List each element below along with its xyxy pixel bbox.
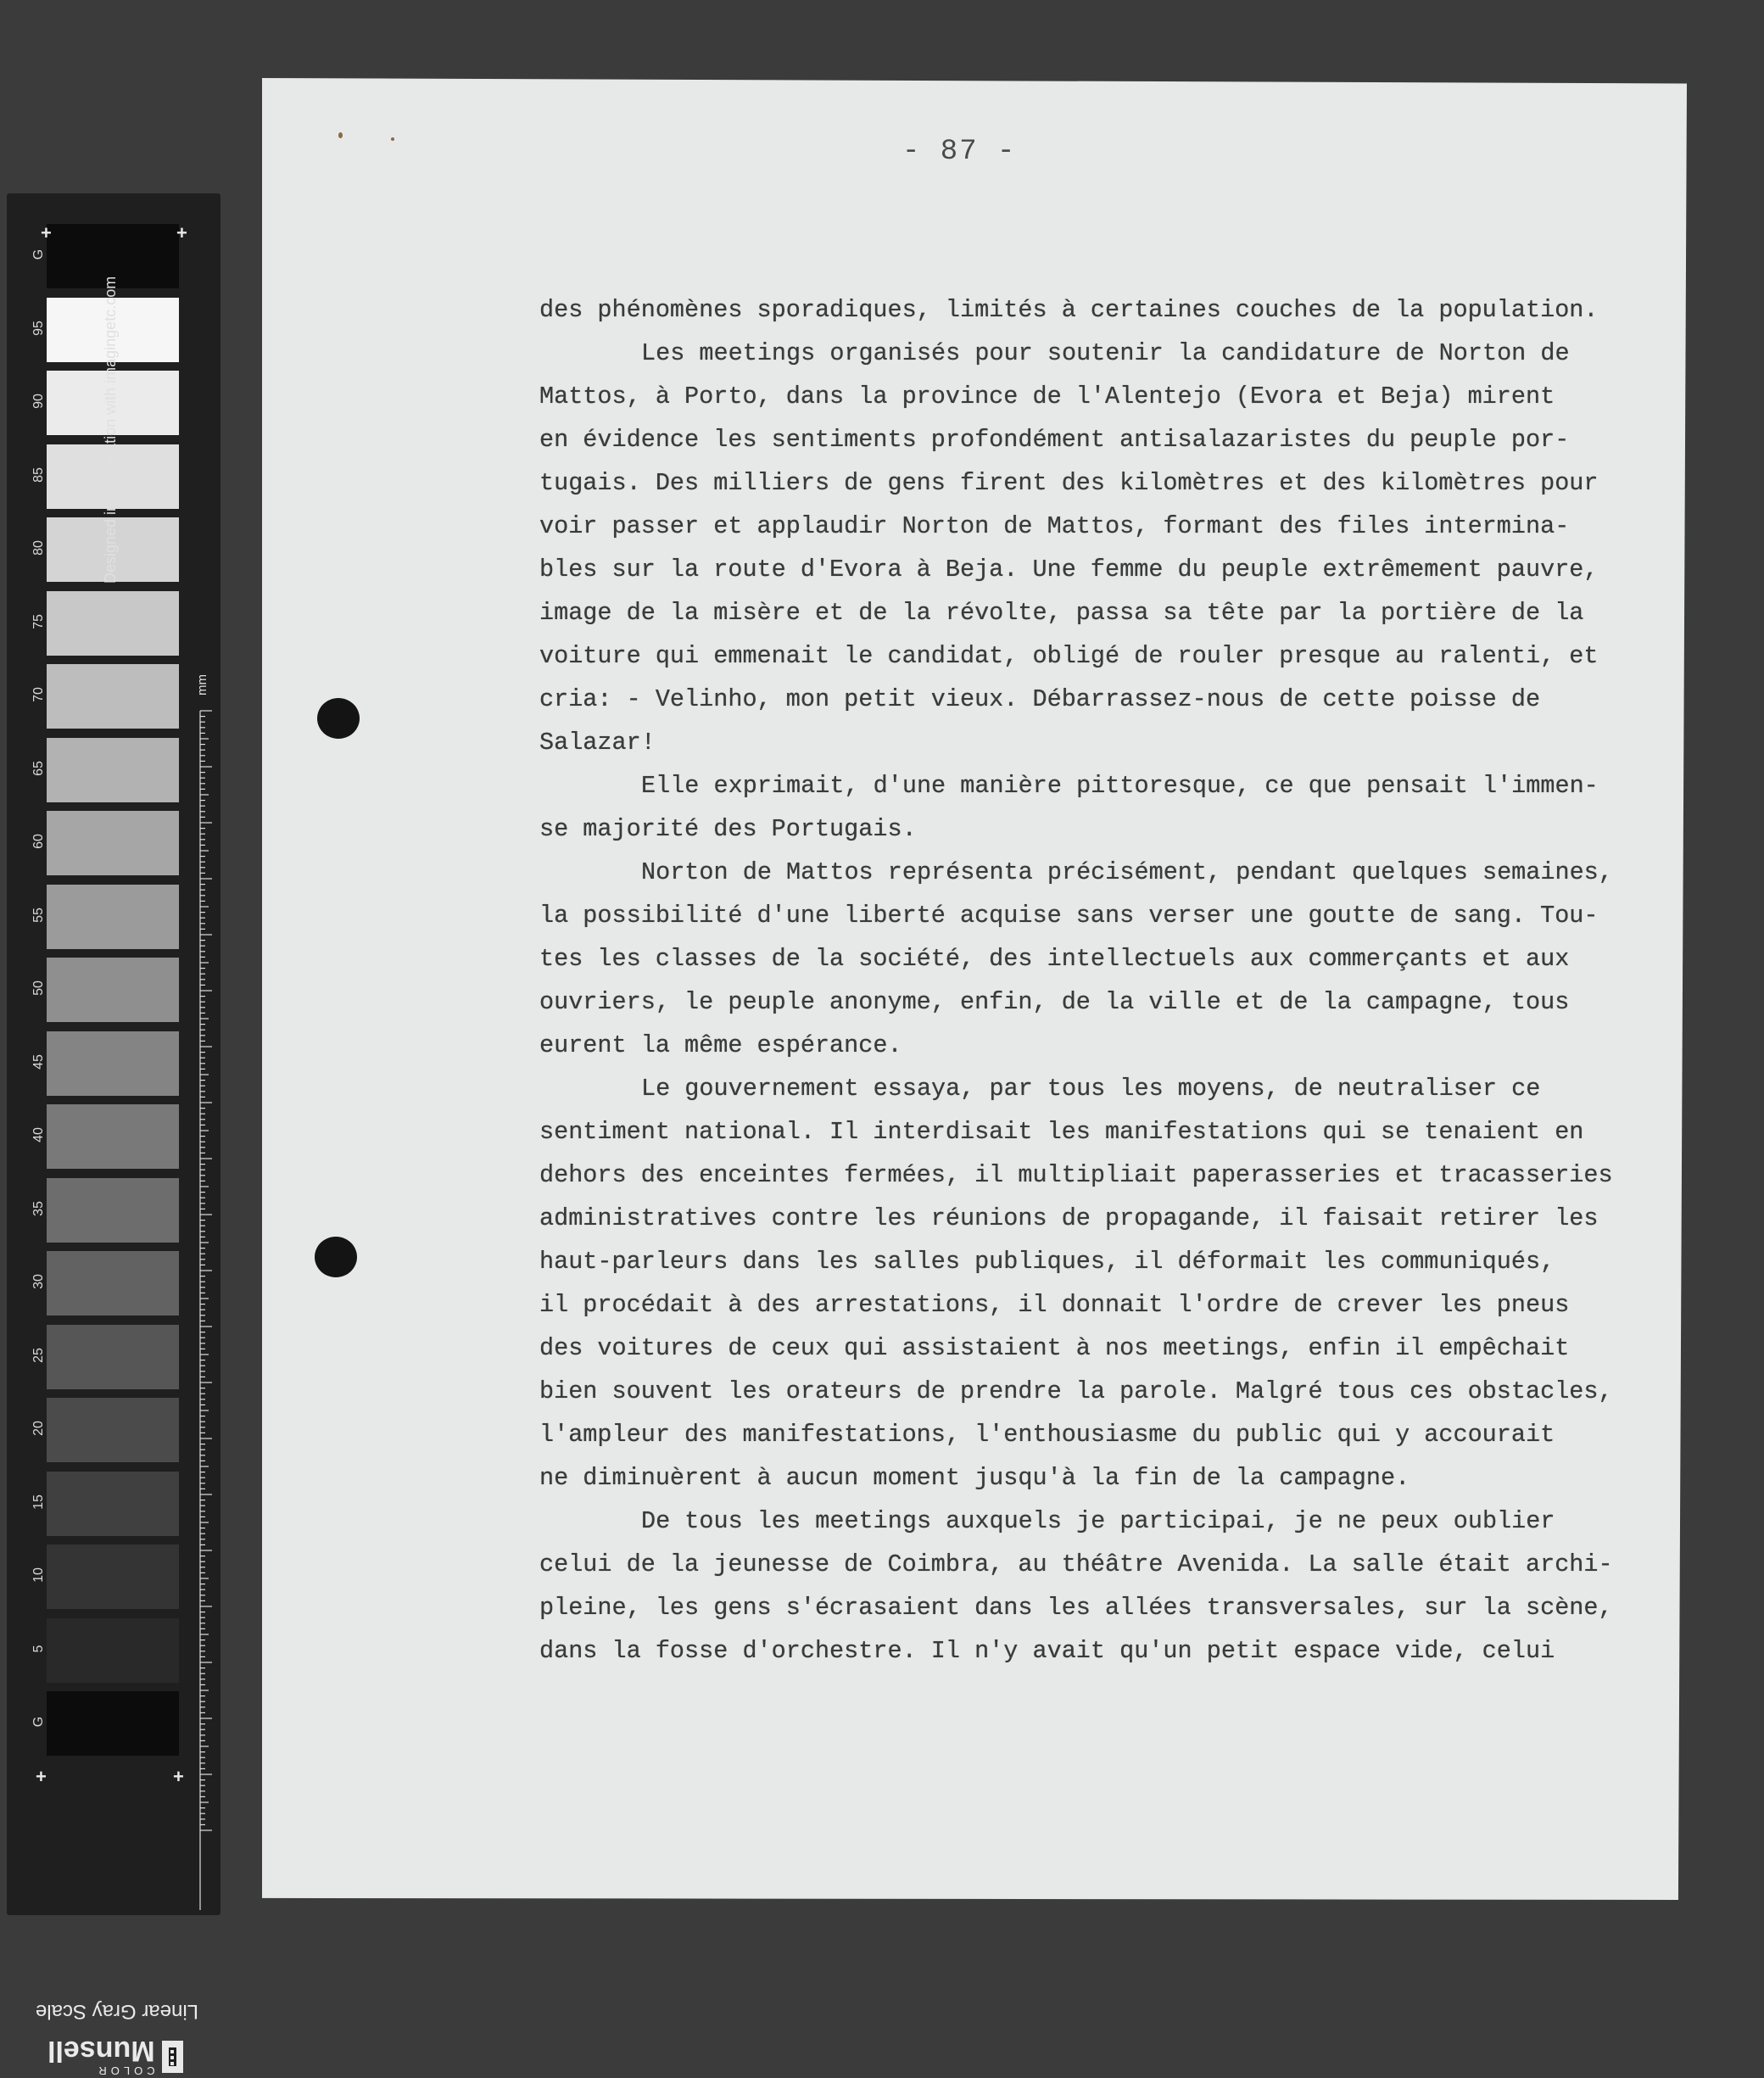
gray-patch xyxy=(47,1398,179,1462)
text-line: bles sur la route d'Evora à Beja. Une femme du peuple extrêmement pauvre, xyxy=(539,556,1599,584)
gray-patch-label: 50 xyxy=(31,980,46,996)
text-line: l'ampleur des manifestations, l'enthousiasme du public qui y accourait xyxy=(539,1421,1555,1449)
text-line: haut-parleurs dans les salles publiques, il déformait les communiqués, xyxy=(539,1248,1555,1276)
text-line: pleine, les gens s'écrasaient dans les allées transversales, sur la scène, xyxy=(539,1594,1613,1622)
mm-ruler xyxy=(195,702,220,1915)
gray-patch xyxy=(47,664,179,729)
gray-patch-label: 5 xyxy=(31,1645,46,1652)
ruler-unit-label: mm xyxy=(195,674,209,695)
gray-patch-label: 90 xyxy=(31,394,46,409)
gray-patch xyxy=(47,591,179,656)
text-line: image de la misère et de la révolte, passa sa tête par la portière de la xyxy=(539,599,1584,627)
text-line: des voitures de ceux qui assistaient à nos meetings, enfin il empêchait xyxy=(539,1334,1570,1362)
text-line: Le gouvernement essaya, par tous les moyens, de neutraliser ce xyxy=(641,1075,1541,1103)
text-line: se majorité des Portugais. xyxy=(539,815,917,843)
gray-patch-label: 95 xyxy=(31,320,46,336)
gray-patch-label: 40 xyxy=(31,1127,46,1142)
gray-patch-label: G xyxy=(31,249,46,260)
gray-patch xyxy=(47,1251,179,1316)
gray-patch-label: 85 xyxy=(31,466,46,483)
gray-patch-label: 60 xyxy=(31,834,46,849)
gray-patch-label: 15 xyxy=(31,1494,46,1510)
text-line: bien souvent les orateurs de prendre la parole. Malgré tous ces obstacles, xyxy=(539,1377,1613,1405)
registration-cross: + xyxy=(41,222,52,243)
text-line: Les meetings organisés pour soutenir la candidature de Norton de xyxy=(641,339,1570,367)
punch-hole xyxy=(315,1237,357,1277)
gray-patch-label: 55 xyxy=(31,907,46,923)
text-line: De tous les meetings auxquels je participai, je ne peux oublier xyxy=(641,1507,1555,1535)
gray-patch-label: 65 xyxy=(31,760,46,776)
text-line: dans la fosse d'orchestre. Il n'y avait qu'un petit espace vide, celui xyxy=(539,1637,1555,1665)
text-line: cria: - Velinho, mon petit vieux. Débarrassez-nous de cette poisse de xyxy=(539,685,1541,713)
gray-patch xyxy=(47,1472,179,1536)
gray-patch xyxy=(47,958,179,1022)
gray-patch xyxy=(47,1031,179,1096)
text-line: administratives contre les réunions de propagande, il faisait retirer les xyxy=(539,1204,1599,1232)
text-line: il procédait à des arrestations, il donnait l'ordre de crever les pneus xyxy=(539,1291,1570,1319)
text-line: sentiment national. Il interdisait les manifestations qui se tenaient en xyxy=(539,1118,1584,1146)
munsell-logo-icon xyxy=(162,2041,183,2073)
brand-small-text: COLOR xyxy=(94,2064,155,2078)
brand-large-text: Munsell xyxy=(47,2035,155,2068)
gray-patch-label: 30 xyxy=(31,1274,46,1289)
text-line: eurent la même espérance. xyxy=(539,1031,902,1059)
registration-cross: + xyxy=(36,1766,47,1787)
text-line: des phénomènes sporadiques, limités à certaines couches de la population. xyxy=(539,296,1599,324)
punch-hole xyxy=(317,698,360,739)
gray-patch xyxy=(47,738,179,802)
gray-patch xyxy=(47,1545,179,1609)
gray-patch xyxy=(47,811,179,875)
text-line: ne diminuèrent à aucun moment jusqu'à la fin de la campagne. xyxy=(539,1464,1410,1492)
munsell-brand xyxy=(47,2036,183,2078)
registration-cross: + xyxy=(173,1766,184,1787)
gray-patch xyxy=(47,885,179,949)
gray-scale-card xyxy=(7,193,220,2078)
text-line: la possibilité d'une liberté acquise sans verser une goutte de sang. Tou- xyxy=(539,902,1599,930)
text-line: voir passer et applaudir Norton de Mattos, formant des files intermina- xyxy=(539,512,1570,540)
gray-patch xyxy=(47,1325,179,1389)
text-line: celui de la jeunesse de Coimbra, au théâtre Avenida. La salle était archi- xyxy=(539,1550,1613,1578)
text-line: Norton de Mattos représenta précisément, pendant quelques semaines, xyxy=(641,858,1613,886)
text-line: Mattos, à Porto, dans la province de l'Alentejo (Evora et Beja) mirent xyxy=(539,383,1555,411)
page-number: - 87 - xyxy=(902,136,1017,168)
text-line: Salazar! xyxy=(539,729,656,757)
text-line: dehors des enceintes fermées, il multipliait paperasseries et tracasseries xyxy=(539,1161,1613,1189)
paper-speck xyxy=(391,137,394,141)
scale-name: Linear Gray Scale xyxy=(35,2000,199,2023)
gray-patch-label: 25 xyxy=(31,1347,46,1363)
gray-patch xyxy=(47,1178,179,1243)
text-line: ouvriers, le peuple anonyme, enfin, de la ville et de la campagne, tous xyxy=(539,988,1570,1016)
gray-patch-label: 10 xyxy=(31,1567,46,1583)
gray-patch xyxy=(47,1691,179,1756)
gray-patch-label: 35 xyxy=(31,1200,46,1216)
gray-patch-label: 70 xyxy=(31,687,46,702)
gray-patch-label: 20 xyxy=(31,1421,46,1436)
gray-patch-label: 45 xyxy=(31,1053,46,1070)
text-line: tugais. Des milliers de gens firent des kilomètres et des kilomètres pour xyxy=(539,469,1599,497)
text-line: en évidence les sentiments profondément antisalazaristes du peuple por- xyxy=(539,426,1570,454)
text-line: voiture qui emmenait le candidat, obligé de rouler presque au ralenti, et xyxy=(539,642,1599,670)
gray-patch-label: G xyxy=(31,1716,46,1728)
card-credit-text: Designed in cooperation with imagingetc.com xyxy=(102,276,119,584)
gray-patch xyxy=(47,1618,179,1683)
text-line: Elle exprimait, d'une manière pittoresque, ce que pensait l'immen- xyxy=(641,772,1599,800)
text-line: tes les classes de la société, des intellectuels aux commerçants et aux xyxy=(539,945,1570,973)
gray-patch-label: 75 xyxy=(31,613,46,629)
registration-cross: + xyxy=(176,222,187,243)
body-text xyxy=(539,288,1659,1673)
gray-patch-label: 80 xyxy=(31,540,46,556)
paper-speck xyxy=(338,132,343,138)
gray-patch xyxy=(47,1104,179,1169)
